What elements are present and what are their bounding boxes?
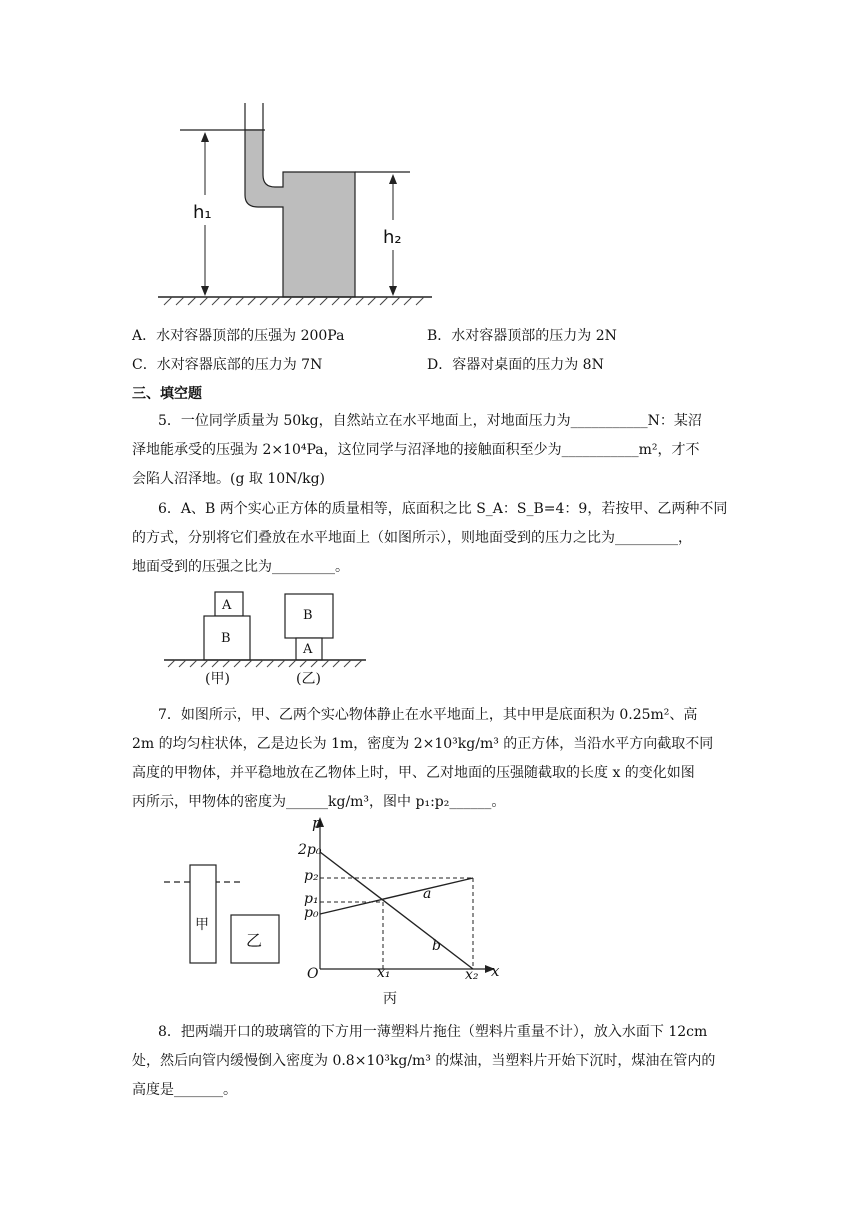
option-a-letter: A． — [132, 328, 157, 344]
section-title: 三、填空题 — [132, 386, 202, 402]
option-c-letter: C． — [132, 357, 157, 373]
q7-line-2: 2m 的均匀柱状体，乙是边长为 1m，密度为 2×10³kg/m³ 的正方体，当沿水平方向截取不同 — [132, 736, 714, 752]
stacked-blocks-figure — [160, 588, 370, 668]
option-a-text: 水对容器顶部的压强为 200Pa — [156, 328, 345, 344]
block-a-label-yi: A — [303, 642, 313, 657]
figure-bing-caption: 丙 — [383, 991, 397, 1007]
line-b — [320, 852, 473, 969]
axis-x-label: x — [491, 962, 500, 980]
option-b[interactable] — [427, 325, 617, 345]
q6-line-1: 6．A、B 两个实心正方体的质量相等，底面积之比 S_A：S_B=4：9，若按甲、乙两种不同 — [158, 501, 728, 517]
q5-line-2: 泽地能承受的压强为 2×10⁴Pa，这位同学与沼泽地的接触面积至少为___________m²，才不 — [132, 442, 700, 458]
tick-p0: p₀ — [304, 905, 319, 921]
option-d[interactable] — [427, 354, 604, 374]
q6-line-2: 的方式，分别将它们叠放在水平地面上（如图所示），则地面受到的压力之比为_________， — [132, 530, 692, 546]
q5-line-3: 会陷人沼泽地。(g 取 10N/kg) — [132, 471, 326, 487]
option-b-letter: B． — [427, 328, 452, 344]
tick-x1: x₁ — [377, 965, 391, 981]
q8-line-3: 高度是_______。 — [132, 1082, 237, 1098]
line-a — [320, 878, 473, 914]
tick-p2: p₂ — [304, 868, 319, 884]
object-jia-label: 甲 — [195, 917, 209, 933]
line-a-label: a — [423, 886, 432, 902]
h1-label: h₁ — [193, 202, 212, 223]
q8-line-2: 处，然后向管内缓慢倒入密度为 0.8×10³kg/m³ 的煤油，当塑料片开始下沉时，煤油在管内的 — [132, 1053, 716, 1069]
block-b-label-jia: B — [221, 631, 231, 646]
option-c-text: 水对容器底部的压力为 7N — [156, 357, 323, 373]
q5-line-1: 5．一位同学质量为 50kg，自然站立在水平地面上，对地面压力为___________N：某沼 — [158, 413, 702, 429]
q6-line-3: 地面受到的压强之比为_________。 — [132, 559, 349, 575]
origin-label: O — [307, 966, 319, 982]
caption-jia: (甲) — [205, 671, 230, 687]
option-d-text: 容器对桌面的压力为 8N — [452, 357, 604, 373]
tick-x2: x₂ — [465, 967, 479, 983]
option-d-letter: D． — [427, 357, 453, 373]
axis-p-label: p — [312, 814, 322, 832]
option-a[interactable] — [132, 325, 344, 345]
q7-line-4: 丙所示，甲物体的密度为______kg/m³，图中 p₁:p₂______。 — [132, 794, 506, 810]
block-b-label-yi: B — [303, 608, 313, 623]
q8-line-1: 8．把两端开口的玻璃管的下方用一薄塑料片拖住（塑料片重量不计），放入水面下 12cm — [158, 1024, 708, 1040]
object-yi-label: 乙 — [246, 931, 263, 950]
h2-label: h₂ — [383, 227, 402, 248]
line-b-label: b — [432, 938, 441, 954]
tick-2p0: 2p₀ — [298, 842, 322, 858]
option-c[interactable] — [132, 354, 322, 374]
q7-line-3: 高度的甲物体，并平稳地放在乙物体上时，甲、乙对地面的压强随截取的长度 x 的变化如图 — [132, 765, 695, 781]
objects-figure — [160, 860, 290, 970]
q7-line-1: 7．如图所示，甲、乙两个实心物体静止在水平地面上，其中甲是底面积为 0.25m²、高 — [158, 707, 698, 723]
caption-yi: (乙) — [296, 671, 321, 687]
tick-p1: p₁ — [304, 891, 319, 907]
block-a-label-jia: A — [222, 598, 232, 613]
option-b-text: 水对容器顶部的压力为 2N — [451, 328, 617, 344]
